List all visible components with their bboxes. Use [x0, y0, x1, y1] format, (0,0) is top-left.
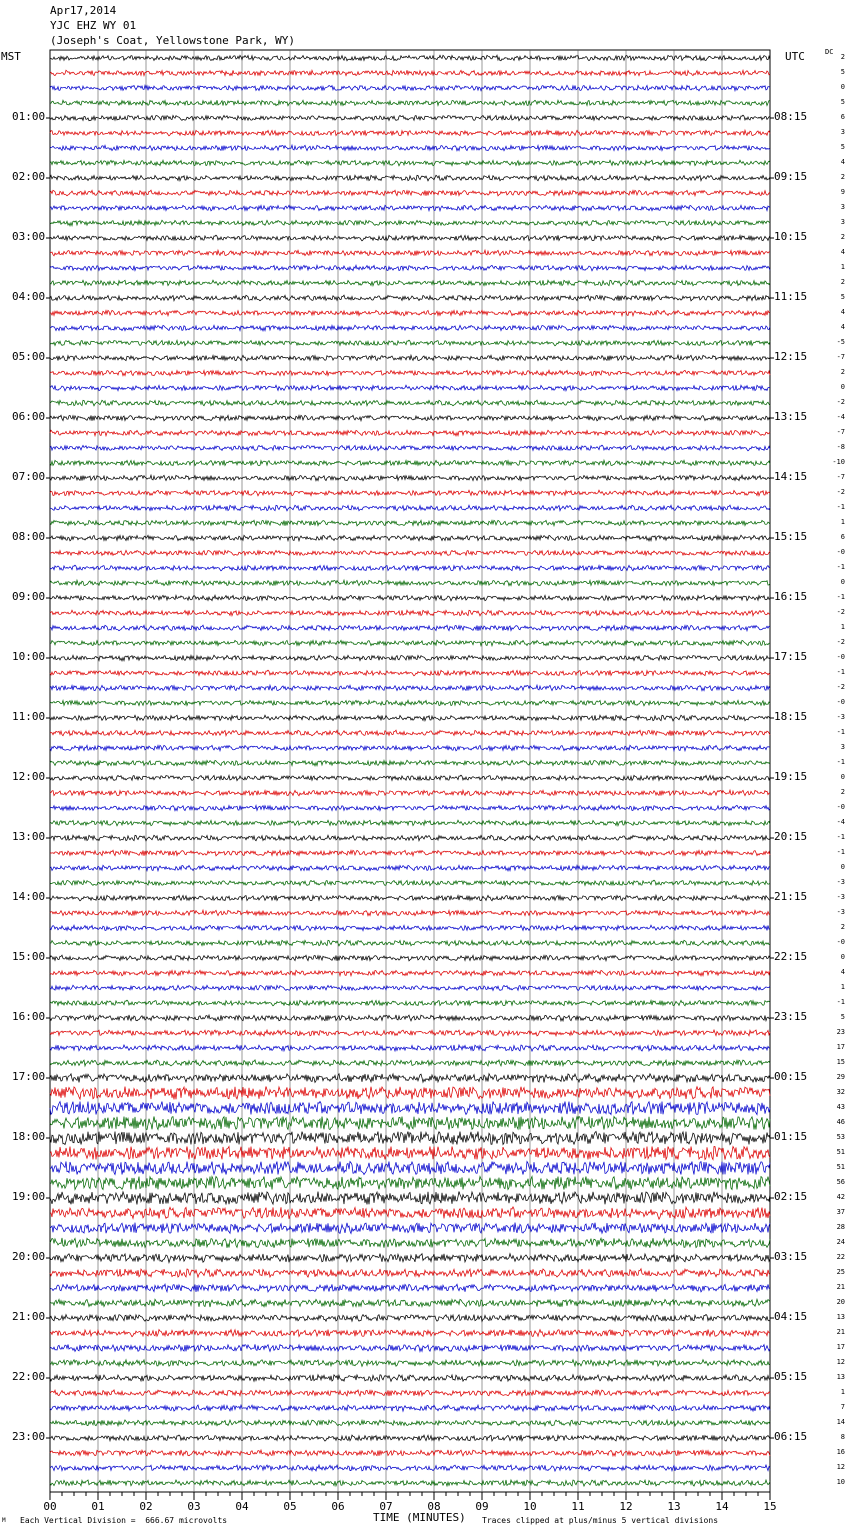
dc-offset-value: -1	[836, 833, 845, 841]
dc-offset-value: -2	[836, 683, 845, 691]
trace-row-81	[50, 1269, 770, 1277]
dc-offset-value: 46	[836, 1118, 845, 1126]
dc-offset-value: 7	[840, 1403, 845, 1411]
right-hour-label: 05:15	[774, 1370, 808, 1383]
dc-offset-value: 24	[836, 1238, 845, 1246]
station-code: YJC EHZ WY 01	[50, 19, 137, 32]
dc-offset-value: 0	[840, 773, 845, 781]
dc-offset-value: 4	[840, 968, 845, 976]
dc-offset-value: 3	[840, 743, 845, 751]
scale-note: Each Vertical Division = 666.67 microvolts	[20, 1516, 228, 1525]
dc-offset-value: 1	[840, 623, 845, 631]
trace-row-65	[50, 1030, 770, 1036]
x-tick-label: 08	[427, 1500, 441, 1513]
right-hour-label: 04:15	[774, 1310, 808, 1323]
trace-row-24	[50, 415, 770, 421]
corner-mark: M	[2, 1517, 6, 1524]
left-hour-label: 15:00	[12, 950, 46, 963]
dc-offset-value: 1	[840, 983, 845, 991]
right-hour-label: 14:15	[774, 470, 808, 483]
trace-row-79	[50, 1238, 770, 1248]
dc-offset-value: -4	[836, 413, 845, 421]
dc-offset-value: 2	[840, 278, 845, 286]
x-tick-label: 14	[715, 1500, 729, 1513]
trace-row-94	[50, 1465, 770, 1471]
dc-offset-value: 37	[836, 1208, 845, 1216]
dc-offset-value: 4	[840, 158, 845, 166]
dc-offset-value: -1	[836, 668, 845, 676]
dc-offset-value: 3	[840, 203, 845, 211]
left-hour-label: 17:00	[12, 1070, 46, 1083]
dc-offset-value: -1	[836, 563, 845, 571]
left-hour-label: 08:00	[12, 530, 46, 543]
trace-row-6	[50, 145, 770, 151]
trace-row-66	[50, 1045, 770, 1051]
dc-offset-value: -1	[836, 728, 845, 736]
trace-row-8	[50, 175, 770, 181]
trace-row-22	[50, 385, 770, 391]
dc-offset-value: 2	[840, 368, 845, 376]
dc-offset-value: 5	[840, 143, 845, 151]
left-hour-label: 19:00	[12, 1190, 46, 1203]
trace-row-47	[50, 760, 770, 766]
dc-offset-value: 3	[840, 218, 845, 226]
left-hour-label: 22:00	[12, 1370, 46, 1383]
trace-row-90	[50, 1405, 770, 1411]
left-hour-label: 20:00	[12, 1250, 46, 1263]
dc-offset-value: 1	[840, 1388, 845, 1396]
trace-row-25	[50, 430, 770, 436]
trace-row-52	[50, 835, 770, 841]
trace-row-83	[50, 1299, 770, 1307]
dc-offset-value: -10	[832, 458, 845, 466]
right-hour-label: 10:15	[774, 230, 808, 243]
trace-row-12	[50, 235, 770, 241]
trace-row-44	[50, 715, 770, 721]
trace-row-14	[50, 265, 770, 271]
dc-offset-value: -7	[836, 353, 845, 361]
trace-row-77	[50, 1207, 770, 1219]
x-tick-label: 11	[571, 1500, 585, 1513]
dc-offset-value: 5	[840, 1013, 845, 1021]
trace-row-51	[50, 820, 770, 826]
trace-row-42	[50, 685, 770, 691]
dc-offset-value: -3	[836, 908, 845, 916]
dc-offset-value: -7	[836, 428, 845, 436]
dc-offset-value: 56	[836, 1178, 845, 1186]
dc-offset-value: -2	[836, 398, 845, 406]
dc-offset-value: -5	[836, 338, 845, 346]
trace-row-53	[50, 850, 770, 856]
dc-offset-value: -3	[836, 713, 845, 721]
right-hour-label: 17:15	[774, 650, 808, 663]
dc-offset-value: -2	[836, 638, 845, 646]
right-hour-label: 18:15	[774, 710, 808, 723]
x-tick-label: 02	[139, 1500, 153, 1513]
trace-row-38	[50, 625, 770, 631]
dc-offset-value: 13	[836, 1373, 845, 1381]
left-hour-label: 16:00	[12, 1010, 46, 1023]
dc-offset-value: 0	[840, 953, 845, 961]
dc-offset-value: 2	[840, 233, 845, 241]
dc-offset-value: 51	[836, 1163, 845, 1171]
trace-row-27	[50, 460, 770, 466]
trace-row-85	[50, 1330, 770, 1337]
trace-row-40	[50, 655, 770, 661]
right-hour-label: 15:15	[774, 530, 808, 543]
trace-row-37	[50, 610, 770, 616]
trace-row-76	[50, 1192, 770, 1205]
dc-offset-value: -8	[836, 443, 845, 451]
dc-offset-value: 2	[840, 53, 845, 61]
trace-row-15	[50, 280, 770, 286]
dc-offset-value: -7	[836, 473, 845, 481]
dc-offset-value: 5	[840, 98, 845, 106]
trace-row-73	[50, 1147, 770, 1160]
dc-offset-value: 51	[836, 1148, 845, 1156]
left-hour-label: 05:00	[12, 350, 46, 363]
dc-offset-value: -0	[836, 653, 845, 661]
x-tick-label: 07	[379, 1500, 393, 1513]
trace-row-49	[50, 790, 770, 796]
trace-row-46	[50, 745, 770, 751]
left-hour-label: 11:00	[12, 710, 46, 723]
trace-row-11	[50, 220, 770, 226]
trace-row-80	[50, 1254, 770, 1263]
right-hour-label: 11:15	[774, 290, 808, 303]
dc-offset-value: 9	[840, 188, 845, 196]
dc-offset-value: 25	[836, 1268, 845, 1276]
dc-offset-value: 0	[840, 83, 845, 91]
right-timezone-label: UTC	[785, 50, 805, 63]
right-hour-label: 03:15	[774, 1250, 808, 1263]
left-hour-label: 14:00	[12, 890, 46, 903]
trace-row-19	[50, 340, 770, 346]
trace-row-78	[50, 1223, 770, 1234]
right-hour-label: 08:15	[774, 110, 808, 123]
trace-row-54	[50, 865, 770, 871]
trace-row-9	[50, 190, 770, 196]
trace-row-21	[50, 370, 770, 375]
trace-row-86	[50, 1344, 770, 1351]
right-hour-label: 13:15	[774, 410, 808, 423]
x-tick-label: 10	[523, 1500, 537, 1513]
left-timezone-label: MST	[1, 50, 21, 63]
left-hour-label: 13:00	[12, 830, 46, 843]
dc-offset-value: 3	[840, 128, 845, 136]
dc-offset-value: 16	[836, 1448, 845, 1456]
trace-row-45	[50, 730, 770, 736]
dc-offset-value: -1	[836, 848, 845, 856]
left-hour-label: 10:00	[12, 650, 46, 663]
trace-row-88	[50, 1375, 770, 1382]
x-tick-label: 00	[43, 1500, 57, 1513]
trace-row-55	[50, 880, 770, 885]
x-tick-label: 13	[667, 1500, 681, 1513]
trace-row-4	[50, 115, 770, 121]
dc-offset-value: 2	[840, 788, 845, 796]
trace-row-31	[50, 520, 770, 526]
recording-date: Apr17,2014	[50, 4, 117, 17]
trace-row-95	[50, 1480, 770, 1486]
trace-row-60	[50, 955, 770, 961]
right-hour-label: 00:15	[774, 1070, 808, 1083]
dc-offset-value: 20	[836, 1298, 845, 1306]
right-hour-label: 21:15	[774, 890, 808, 903]
dc-offset-value: 21	[836, 1283, 845, 1291]
right-hour-label: 16:15	[774, 590, 808, 603]
dc-offset-value: 4	[840, 248, 845, 256]
dc-offset-header: DC	[825, 48, 834, 56]
dc-offset-value: 15	[836, 1058, 845, 1066]
trace-row-50	[50, 805, 770, 810]
trace-row-82	[50, 1284, 770, 1292]
trace-row-56	[50, 895, 770, 901]
x-tick-label: 09	[475, 1500, 489, 1513]
dc-offset-value: -1	[836, 503, 845, 511]
station-location: (Joseph's Coat, Yellowstone Park, WY)	[50, 34, 296, 47]
dc-offset-value: -2	[836, 608, 845, 616]
dc-offset-value: -1	[836, 593, 845, 601]
trace-row-91	[50, 1420, 770, 1426]
dc-offset-value: 0	[840, 863, 845, 871]
trace-row-23	[50, 400, 770, 406]
left-hour-label: 06:00	[12, 410, 46, 423]
trace-row-33	[50, 550, 770, 555]
x-tick-label: 04	[235, 1500, 249, 1513]
trace-row-70	[50, 1102, 770, 1115]
trace-row-39	[50, 640, 770, 646]
dc-offset-value: 8	[840, 1433, 845, 1441]
trace-row-57	[50, 910, 770, 916]
left-hour-label: 07:00	[12, 470, 46, 483]
trace-row-36	[50, 595, 770, 601]
dc-offset-value: -4	[836, 818, 845, 826]
trace-row-64	[50, 1015, 770, 1021]
trace-row-93	[50, 1450, 770, 1456]
trace-row-48	[50, 775, 770, 781]
x-tick-label: 03	[187, 1500, 201, 1513]
x-tick-label: 15	[763, 1500, 777, 1513]
left-hour-label: 01:00	[12, 110, 46, 123]
right-hour-label: 06:15	[774, 1430, 808, 1443]
x-tick-label: 05	[283, 1500, 297, 1513]
trace-row-58	[50, 925, 770, 931]
trace-row-20	[50, 355, 770, 361]
dc-offset-value: 4	[840, 308, 845, 316]
left-hour-label: 18:00	[12, 1130, 46, 1143]
trace-row-75	[50, 1177, 770, 1190]
trace-row-71	[50, 1117, 770, 1130]
trace-row-41	[50, 670, 770, 676]
dc-offset-value: -2	[836, 488, 845, 496]
trace-row-2	[50, 85, 770, 91]
trace-row-0	[50, 55, 770, 61]
dc-offset-value: 2	[840, 923, 845, 931]
trace-row-69	[50, 1087, 770, 1100]
trace-row-63	[50, 1000, 770, 1006]
trace-row-35	[50, 580, 770, 586]
left-hour-label: 03:00	[12, 230, 46, 243]
dc-offset-value: -0	[836, 548, 845, 556]
dc-offset-value: -3	[836, 893, 845, 901]
dc-offset-value: -1	[836, 998, 845, 1006]
dc-offset-value: 42	[836, 1193, 845, 1201]
clip-note: Traces clipped at plus/minus 5 vertical divisions	[482, 1516, 719, 1525]
dc-offset-value: 10	[836, 1478, 845, 1486]
dc-offset-value: 29	[836, 1073, 845, 1081]
right-hour-label: 20:15	[774, 830, 808, 843]
left-hour-label: 04:00	[12, 290, 46, 303]
trace-row-17	[50, 310, 770, 316]
dc-offset-value: 12	[836, 1358, 845, 1366]
trace-row-26	[50, 445, 770, 451]
trace-row-87	[50, 1360, 770, 1367]
trace-row-67	[50, 1060, 770, 1066]
dc-offset-value: 32	[836, 1088, 845, 1096]
dc-offset-value: 21	[836, 1328, 845, 1336]
dc-offset-value: 23	[836, 1028, 845, 1036]
trace-row-32	[50, 535, 770, 541]
left-hour-label: 12:00	[12, 770, 46, 783]
trace-row-92	[50, 1435, 770, 1441]
dc-offset-value: 14	[836, 1418, 845, 1426]
x-tick-label: 01	[91, 1500, 105, 1513]
dc-offset-value: 1	[840, 518, 845, 526]
right-hour-label: 22:15	[774, 950, 808, 963]
left-hour-label: 02:00	[12, 170, 46, 183]
right-hour-label: 19:15	[774, 770, 808, 783]
trace-row-62	[50, 985, 770, 990]
trace-row-72	[50, 1132, 770, 1145]
trace-row-74	[50, 1162, 770, 1175]
trace-row-16	[50, 295, 770, 301]
dc-offset-value: -1	[836, 758, 845, 766]
left-hour-label: 23:00	[12, 1430, 46, 1443]
trace-row-30	[50, 505, 770, 511]
dc-offset-value: 22	[836, 1253, 845, 1261]
right-hour-label: 09:15	[774, 170, 808, 183]
right-hour-label: 01:15	[774, 1130, 808, 1143]
dc-offset-value: 43	[836, 1103, 845, 1111]
dc-offset-value: -3	[836, 878, 845, 886]
dc-offset-value: 5	[840, 68, 845, 76]
trace-row-89	[50, 1390, 770, 1396]
trace-row-3	[50, 100, 770, 106]
trace-row-13	[50, 250, 770, 256]
trace-row-1	[50, 70, 770, 76]
dc-offset-value: 17	[836, 1043, 845, 1051]
trace-row-28	[50, 475, 770, 481]
dc-offset-value: 28	[836, 1223, 845, 1231]
trace-row-29	[50, 490, 770, 496]
dc-offset-value: 0	[840, 578, 845, 586]
right-hour-label: 12:15	[774, 350, 808, 363]
x-axis-title: TIME (MINUTES)	[373, 1511, 466, 1524]
trace-row-43	[50, 700, 770, 706]
trace-row-68	[50, 1074, 770, 1083]
left-hour-label: 09:00	[12, 590, 46, 603]
dc-offset-value: -0	[836, 698, 845, 706]
dc-offset-value: 53	[836, 1133, 845, 1141]
trace-row-5	[50, 130, 770, 136]
trace-row-61	[50, 970, 770, 976]
dc-offset-value: 13	[836, 1313, 845, 1321]
trace-row-18	[50, 325, 770, 331]
right-hour-label: 23:15	[774, 1010, 808, 1023]
dc-offset-value: 17	[836, 1343, 845, 1351]
trace-row-34	[50, 565, 770, 571]
dc-offset-value: 0	[840, 383, 845, 391]
trace-row-7	[50, 160, 770, 166]
trace-row-59	[50, 940, 770, 946]
trace-row-84	[50, 1314, 770, 1321]
dc-offset-value: 5	[840, 293, 845, 301]
dc-offset-value: 2	[840, 173, 845, 181]
dc-offset-value: 12	[836, 1463, 845, 1471]
left-hour-label: 21:00	[12, 1310, 46, 1323]
dc-offset-value: -0	[836, 938, 845, 946]
dc-offset-value: 6	[840, 533, 845, 541]
x-tick-label: 06	[331, 1500, 345, 1513]
trace-row-10	[50, 205, 770, 211]
x-tick-label: 12	[619, 1500, 633, 1513]
dc-offset-value: -0	[836, 803, 845, 811]
right-hour-label: 02:15	[774, 1190, 808, 1203]
dc-offset-value: 4	[840, 323, 845, 331]
dc-offset-value: 1	[840, 263, 845, 271]
dc-offset-value: 6	[840, 113, 845, 121]
